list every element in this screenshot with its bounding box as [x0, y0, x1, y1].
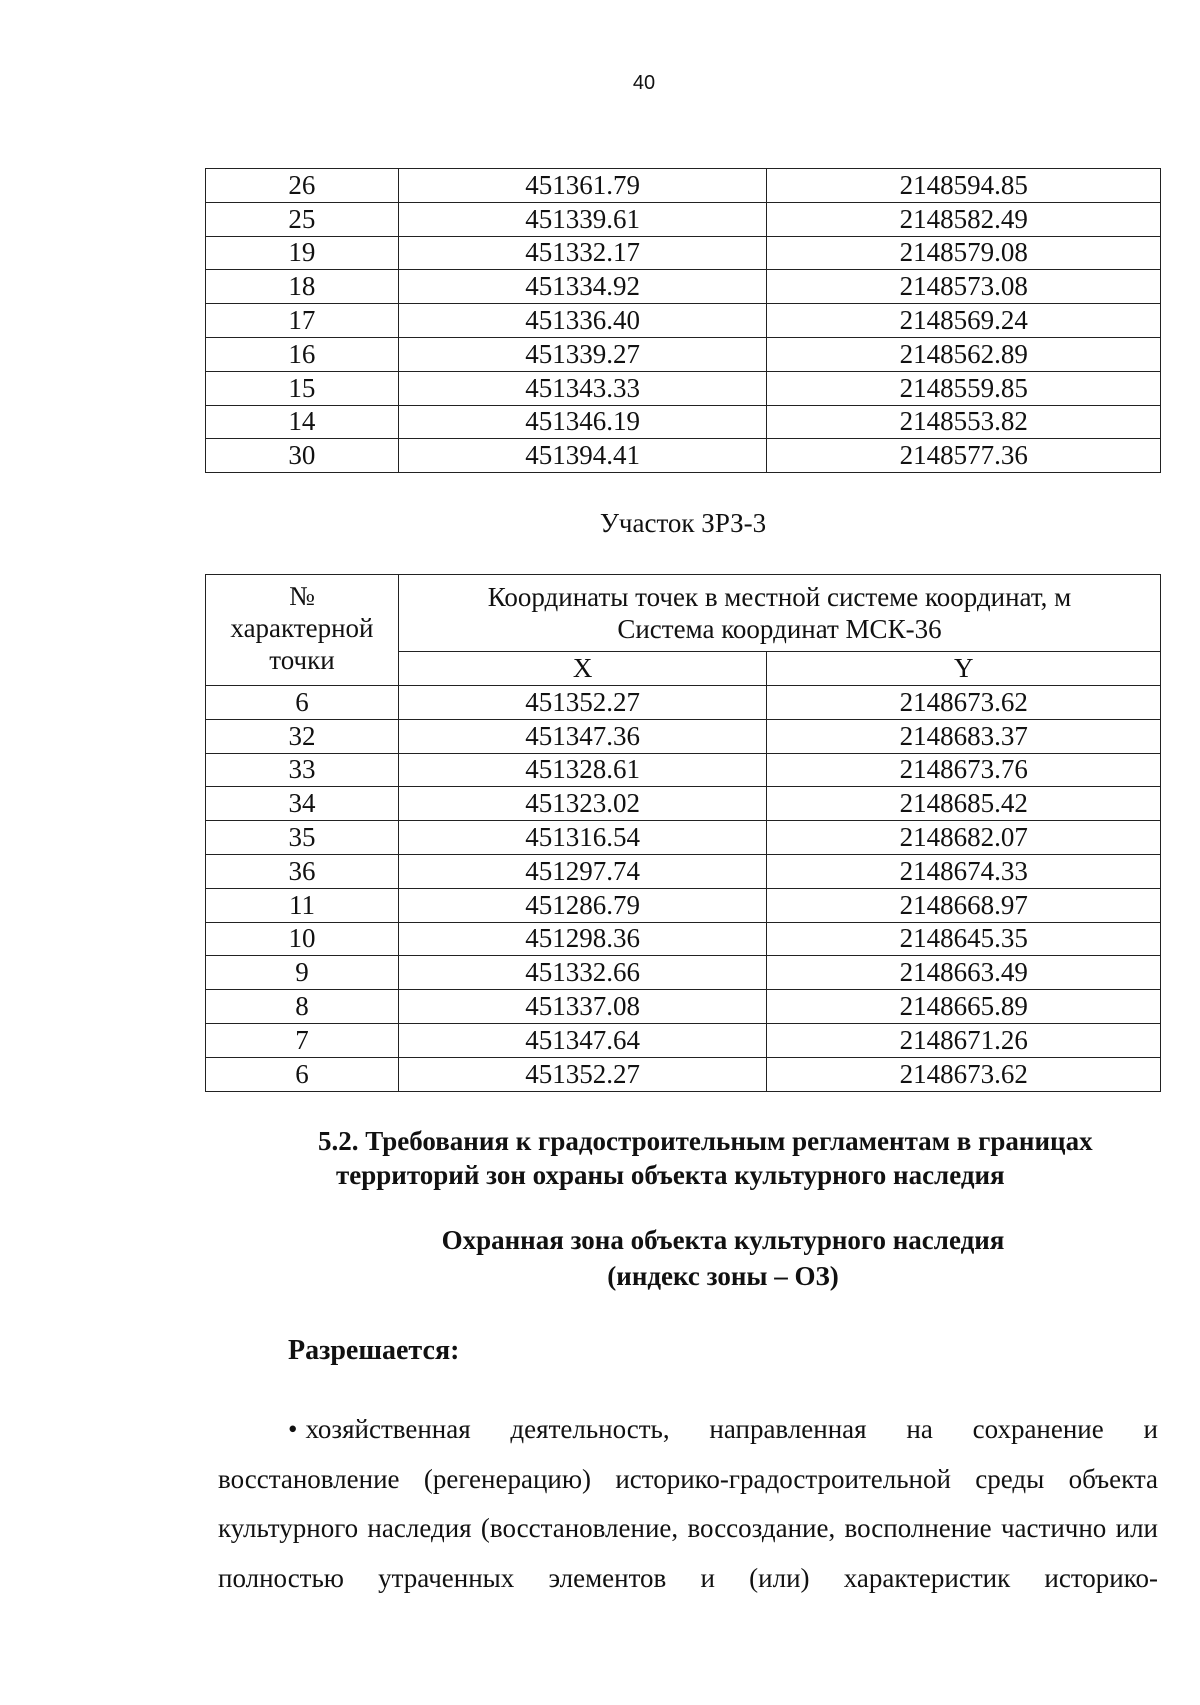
coordinates-header [398, 575, 1160, 652]
y-coordinate-cell: 2148674.33 [767, 854, 1161, 888]
y-coordinate-cell: 2148645.35 [767, 922, 1161, 956]
point-number-cell: 25 [206, 202, 399, 236]
section-heading-5-2 [318, 1124, 1178, 1192]
coordinates-table-continued [205, 168, 1161, 473]
page-number: 40 [632, 72, 656, 94]
coordinate-system-label: Система координат МСК-36 [617, 614, 942, 644]
zone-index-line: (индекс зоны – ОЗ) [607, 1261, 839, 1291]
table-row [206, 405, 1161, 439]
y-coordinate-cell: 2148594.85 [767, 169, 1161, 203]
y-coordinate-cell: 2148683.37 [767, 719, 1161, 753]
table-row [206, 686, 1161, 720]
table-row [206, 337, 1161, 371]
section-caption: Участок ЗРЗ-3 [599, 508, 767, 538]
y-coordinate-cell: 2148553.82 [767, 405, 1161, 439]
table-row [206, 439, 1161, 473]
y-coordinate-cell: 2148559.85 [767, 371, 1161, 405]
x-coordinate-cell: 451323.02 [398, 787, 767, 821]
point-number-header-line: № [289, 581, 315, 611]
point-number-cell: 6 [206, 686, 399, 720]
x-coordinate-cell: 451352.27 [398, 686, 767, 720]
x-coordinate-cell: 451347.64 [398, 1023, 767, 1057]
table-row [206, 270, 1161, 304]
x-coordinate-cell: 451316.54 [398, 821, 767, 855]
x-coordinate-cell: 451361.79 [398, 169, 767, 203]
table-row [206, 236, 1161, 270]
zone-title-line: Охранная зона объекта культурного наследия [441, 1225, 1005, 1255]
table-row [206, 990, 1161, 1024]
table-row [206, 753, 1161, 787]
x-coordinate-cell: 451352.27 [398, 1057, 767, 1091]
y-coordinate-cell: 2148573.08 [767, 270, 1161, 304]
point-number-cell: 35 [206, 821, 399, 855]
zone-title [318, 1222, 1128, 1294]
allowed-activity-paragraph [218, 1405, 1158, 1603]
coordinates-table-zrz3 [205, 574, 1161, 1092]
coordinates-header-line: Координаты точек в местной системе координат, м [487, 582, 1072, 613]
point-number-header-line: характерной [230, 612, 374, 643]
x-coordinate-cell: 451339.61 [398, 202, 767, 236]
y-coordinate-cell: 2148673.62 [767, 1057, 1161, 1091]
point-number-cell: 18 [206, 270, 399, 304]
point-number-cell: 7 [206, 1023, 399, 1057]
point-number-cell: 15 [206, 371, 399, 405]
table-row [206, 888, 1161, 922]
point-number-cell: 11 [206, 888, 399, 922]
bullet-icon: • [288, 1414, 298, 1444]
x-coordinate-cell: 451334.92 [398, 270, 767, 304]
x-coordinate-cell: 451286.79 [398, 888, 767, 922]
y-coordinate-cell: 2148665.89 [767, 990, 1161, 1024]
point-number-cell: 34 [206, 787, 399, 821]
point-number-cell: 36 [206, 854, 399, 888]
allowed-label: Разрешается: [288, 1335, 460, 1366]
y-coordinate-cell: 2148562.89 [767, 337, 1161, 371]
point-number-cell: 26 [206, 169, 399, 203]
x-coordinate-cell: 451297.74 [398, 854, 767, 888]
y-coordinate-cell: 2148671.26 [767, 1023, 1161, 1057]
x-coordinate-cell: 451298.36 [398, 922, 767, 956]
y-column-header: Y [767, 652, 1161, 686]
table-row [206, 202, 1161, 236]
point-number-cell: 10 [206, 922, 399, 956]
table-row [206, 1023, 1161, 1057]
y-coordinate-cell: 2148577.36 [767, 439, 1161, 473]
table-row [206, 956, 1161, 990]
y-coordinate-cell: 2148582.49 [767, 202, 1161, 236]
y-coordinate-cell: 2148579.08 [767, 236, 1161, 270]
table-header-row [206, 575, 1161, 652]
x-coordinate-cell: 451332.66 [398, 956, 767, 990]
x-coordinate-cell: 451347.36 [398, 719, 767, 753]
x-coordinate-cell: 451343.33 [398, 371, 767, 405]
table-row [206, 719, 1161, 753]
point-number-cell: 14 [206, 405, 399, 439]
table-row [206, 821, 1161, 855]
point-number-cell: 8 [206, 990, 399, 1024]
table-row [206, 304, 1161, 338]
table-row [206, 922, 1161, 956]
y-coordinate-cell: 2148673.76 [767, 753, 1161, 787]
y-coordinate-cell: 2148569.24 [767, 304, 1161, 338]
table-row [206, 1057, 1161, 1091]
y-coordinate-cell: 2148673.62 [767, 686, 1161, 720]
x-coordinate-cell: 451337.08 [398, 990, 767, 1024]
table-row [206, 854, 1161, 888]
point-number-cell: 33 [206, 753, 399, 787]
x-coordinate-cell: 451394.41 [398, 439, 767, 473]
point-number-cell: 19 [206, 236, 399, 270]
point-number-cell: 30 [206, 439, 399, 473]
point-number-cell: 16 [206, 337, 399, 371]
table-row [206, 371, 1161, 405]
section-heading-line: территорий зон охраны объекта культурного наследия [336, 1160, 1005, 1190]
x-column-header: X [398, 652, 767, 686]
point-number-cell: 32 [206, 719, 399, 753]
point-number-header [206, 575, 399, 686]
x-coordinate-cell: 451332.17 [398, 236, 767, 270]
table-row [206, 787, 1161, 821]
paragraph-text: хозяйственная деятельность, направленная на сохранение и восстановление (регенерацию) историко-градостроительной среды объекта культурного наследия (восстановление, воссоздание, восполнение частично или полностью утраченных элементов и (или) характеристик историко- [218, 1414, 1158, 1593]
x-coordinate-cell: 451336.40 [398, 304, 767, 338]
y-coordinate-cell: 2148668.97 [767, 888, 1161, 922]
x-coordinate-cell: 451328.61 [398, 753, 767, 787]
y-coordinate-cell: 2148682.07 [767, 821, 1161, 855]
y-coordinate-cell: 2148685.42 [767, 787, 1161, 821]
point-number-cell: 9 [206, 956, 399, 990]
x-coordinate-cell: 451346.19 [398, 405, 767, 439]
x-coordinate-cell: 451339.27 [398, 337, 767, 371]
y-coordinate-cell: 2148663.49 [767, 956, 1161, 990]
point-number-header-line: точки [269, 644, 335, 675]
point-number-cell: 6 [206, 1057, 399, 1091]
section-heading-line: 5.2. Требования к градостроительным регламентам в границах [318, 1126, 1093, 1156]
point-number-cell: 17 [206, 304, 399, 338]
table-row [206, 169, 1161, 203]
